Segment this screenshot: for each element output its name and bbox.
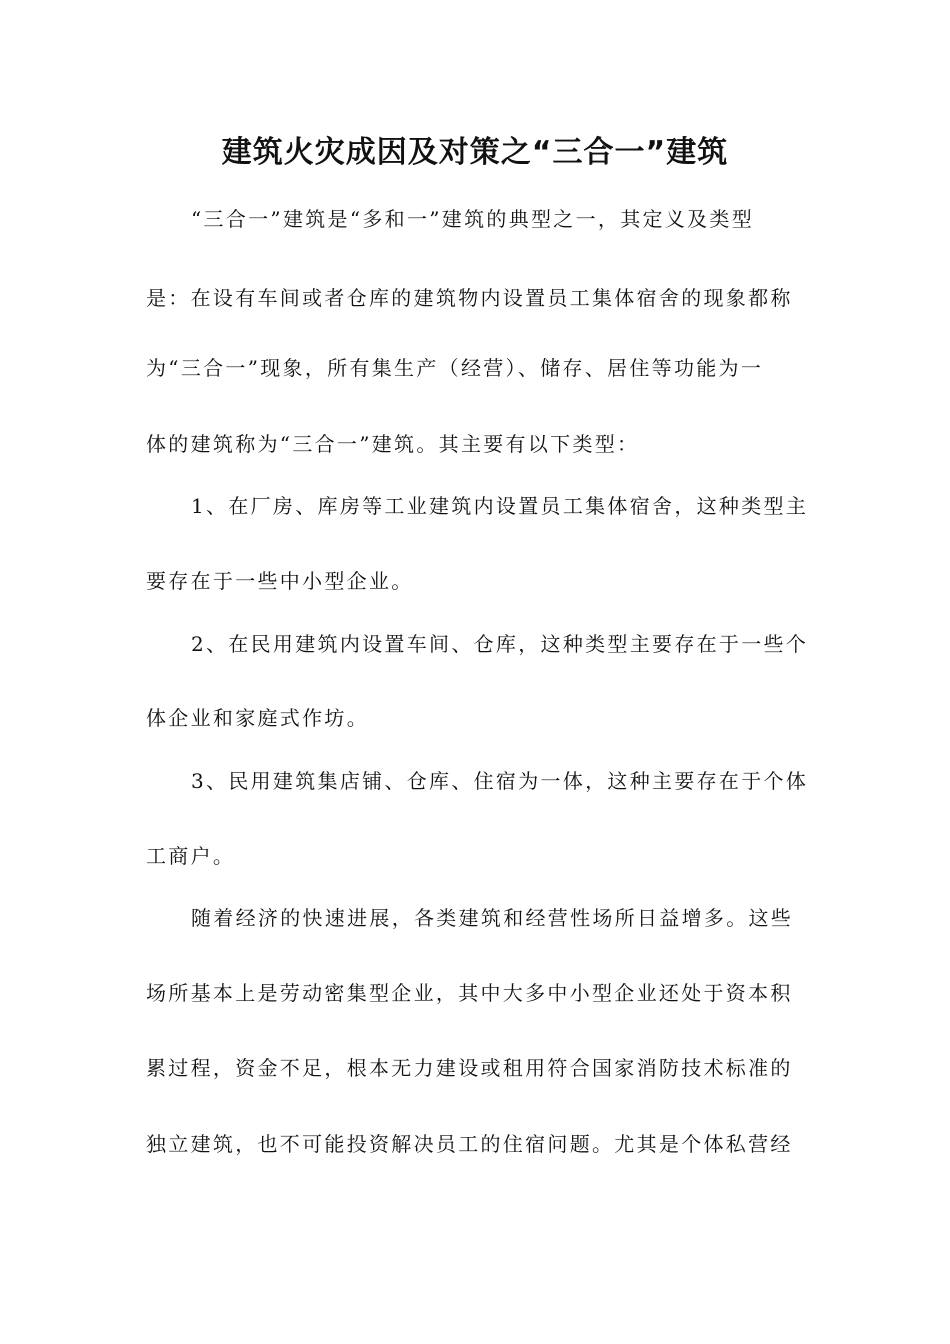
paragraph-line: 随着经济的快速进展，各类建筑和经营性场所日益增多。这些 (191, 906, 794, 930)
paragraph-line: 体的建筑称为“三合一”建筑。其主要有以下类型： (146, 432, 640, 456)
paragraph-line: 要存在于一些中小型企业。 (146, 569, 414, 593)
paragraph-line: 1、在厂房、库房等工业建筑内设置员工集体宿舍，这种类型主 (191, 494, 808, 518)
paragraph-line: 2、在民用建筑内设置车间、仓库，这种类型主要存在于一些个 (191, 632, 808, 656)
paragraph-line: 独立建筑，也不可能投资解决员工的住宿问题。尤其是个体私营经 (146, 1132, 793, 1156)
paragraph-line: 工商户。 (146, 844, 236, 868)
paragraph-line: 体企业和家庭式作坊。 (146, 706, 369, 730)
paragraph-line: “三合一”建筑是“多和一”建筑的典型之一，其定义及类型 (191, 207, 754, 231)
document-title: 建筑火灾成因及对策之“三合一”建筑 (221, 135, 729, 170)
paragraph-line: 场所基本上是劳动密集型企业，其中大多中小型企业还处于资本积 (146, 981, 793, 1005)
paragraph-line: 3、民用建筑集店铺、仓库、住宿为一体，这种主要存在于个体 (191, 769, 808, 793)
paragraph-line: 累过程，资金不足，根本无力建设或租用符合国家消防技术标准的 (146, 1056, 793, 1080)
paragraph-line: 为“三合一”现象，所有集生产（经营）、储存、居住等功能为一 (146, 356, 764, 380)
paragraph-line: 是：在设有车间或者仓库的建筑物内设置员工集体宿舍的现象都称 (146, 286, 793, 310)
